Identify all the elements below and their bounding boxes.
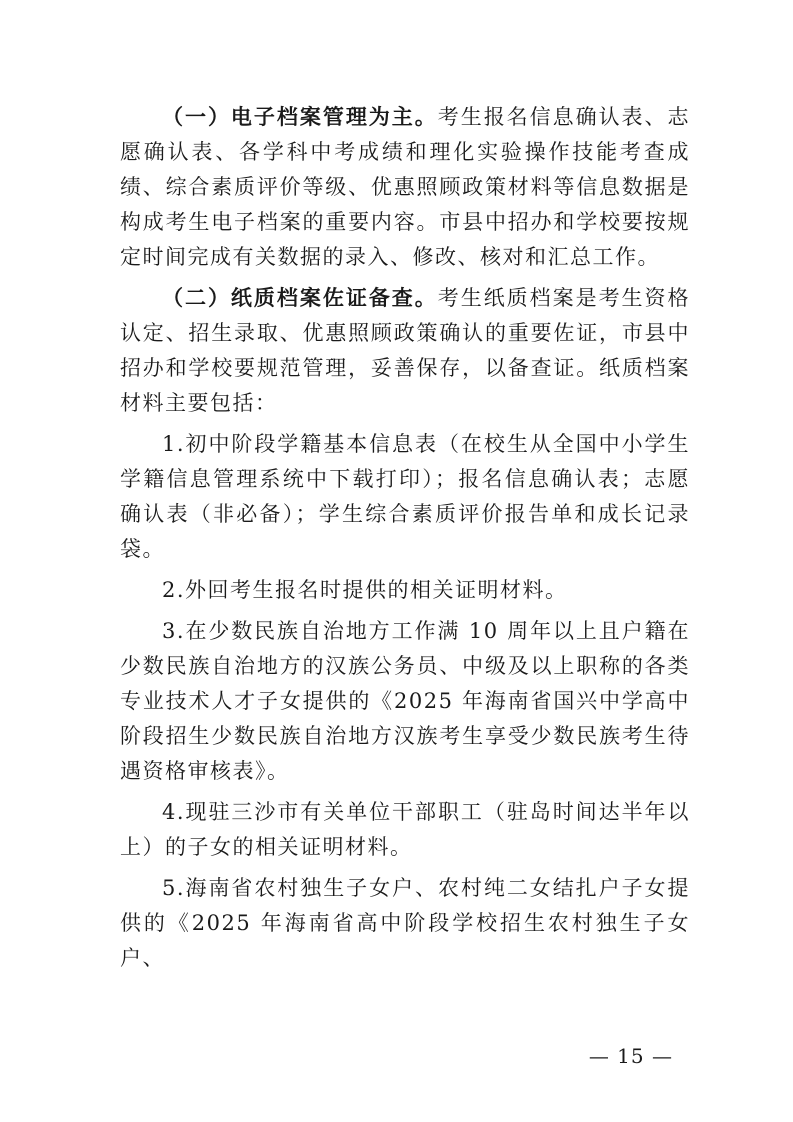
- list-item: 5.海南省农村独生子女户、农村纯二女结扎户子女提供的《2025 年海南省高中阶段学校招生农村独生子女户、: [120, 876, 690, 970]
- list-item: 3.在少数民族自治地方工作满 10 周年以上且户籍在少数民族自治地方的汉族公务员、中级及以上职称的各类专业技术人才子女提供的《2025 年海南省国兴中学高中阶段招生少数民族自治地方汉族考生享受少数民族考生待遇资格审核表》。: [120, 619, 690, 783]
- section-electronic-archives: [120, 100, 690, 275]
- page-number: — 15 —: [588, 1044, 673, 1068]
- section-heading: （二）纸质档案佐证备查。: [162, 286, 438, 310]
- list-item: 4.现驻三沙市有关单位干部职工（驻岛时间达半年以上）的子女的相关证明材料。: [120, 800, 690, 859]
- section-text: 考生报名信息确认表、志愿确认表、各学科中考成绩和理化实验操作技能考查成绩、综合素质评价等级、优惠照顾政策材料等信息数据是构成考生电子档案的重要内容。市县中招办和学校要按规定时间完成有关数据的录入、修改、核对和汇总工作。: [120, 105, 691, 269]
- section-text: 考生纸质档案是考生资格认定、招生录取、优惠照顾政策确认的重要佐证，市县中招办和学校要规范管理，妥善保存，以备查证。纸质档案材料主要包括：: [120, 286, 691, 415]
- section-heading: （一）电子档案管理为主。: [162, 105, 438, 129]
- body-text: [120, 100, 690, 976]
- list-item: 1.初中阶段学籍基本信息表（在校生从全国中小学生学籍信息管理系统中下载打印）；报名信息确认表；志愿确认表（非必备）；学生综合素质评价报告单和成长记录袋。: [120, 432, 690, 561]
- list-item: 2.外回考生报名时提供的相关证明材料。: [162, 578, 568, 602]
- section-paper-archives: [120, 281, 690, 421]
